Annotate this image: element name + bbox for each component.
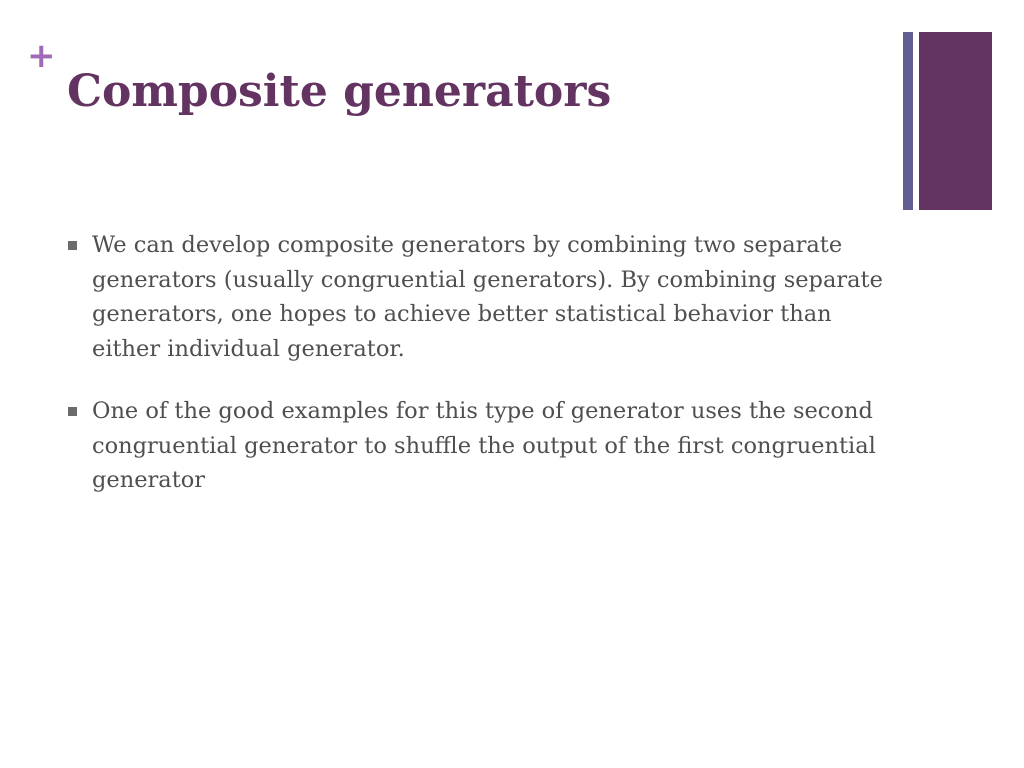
slide-title: Composite generators [67,66,612,117]
bullet-text: We can develop composite generators by combining two separate generators (usually congruential generators). By combining separate generators, one hopes to achieve better statistical behavior than either individual generator. [92,232,883,362]
square-bullet-icon [68,241,77,250]
plus-icon: + [27,36,56,76]
bullet-item [68,394,888,498]
decorative-wide-bar [919,32,992,210]
bullet-item [68,228,888,366]
bullet-text: One of the good examples for this type of generator uses the second congruential generator to shuffle the output of the first congruential generator [92,398,876,493]
decorative-thin-bar [903,32,913,210]
bullet-list [68,228,888,526]
square-bullet-icon [68,407,77,416]
